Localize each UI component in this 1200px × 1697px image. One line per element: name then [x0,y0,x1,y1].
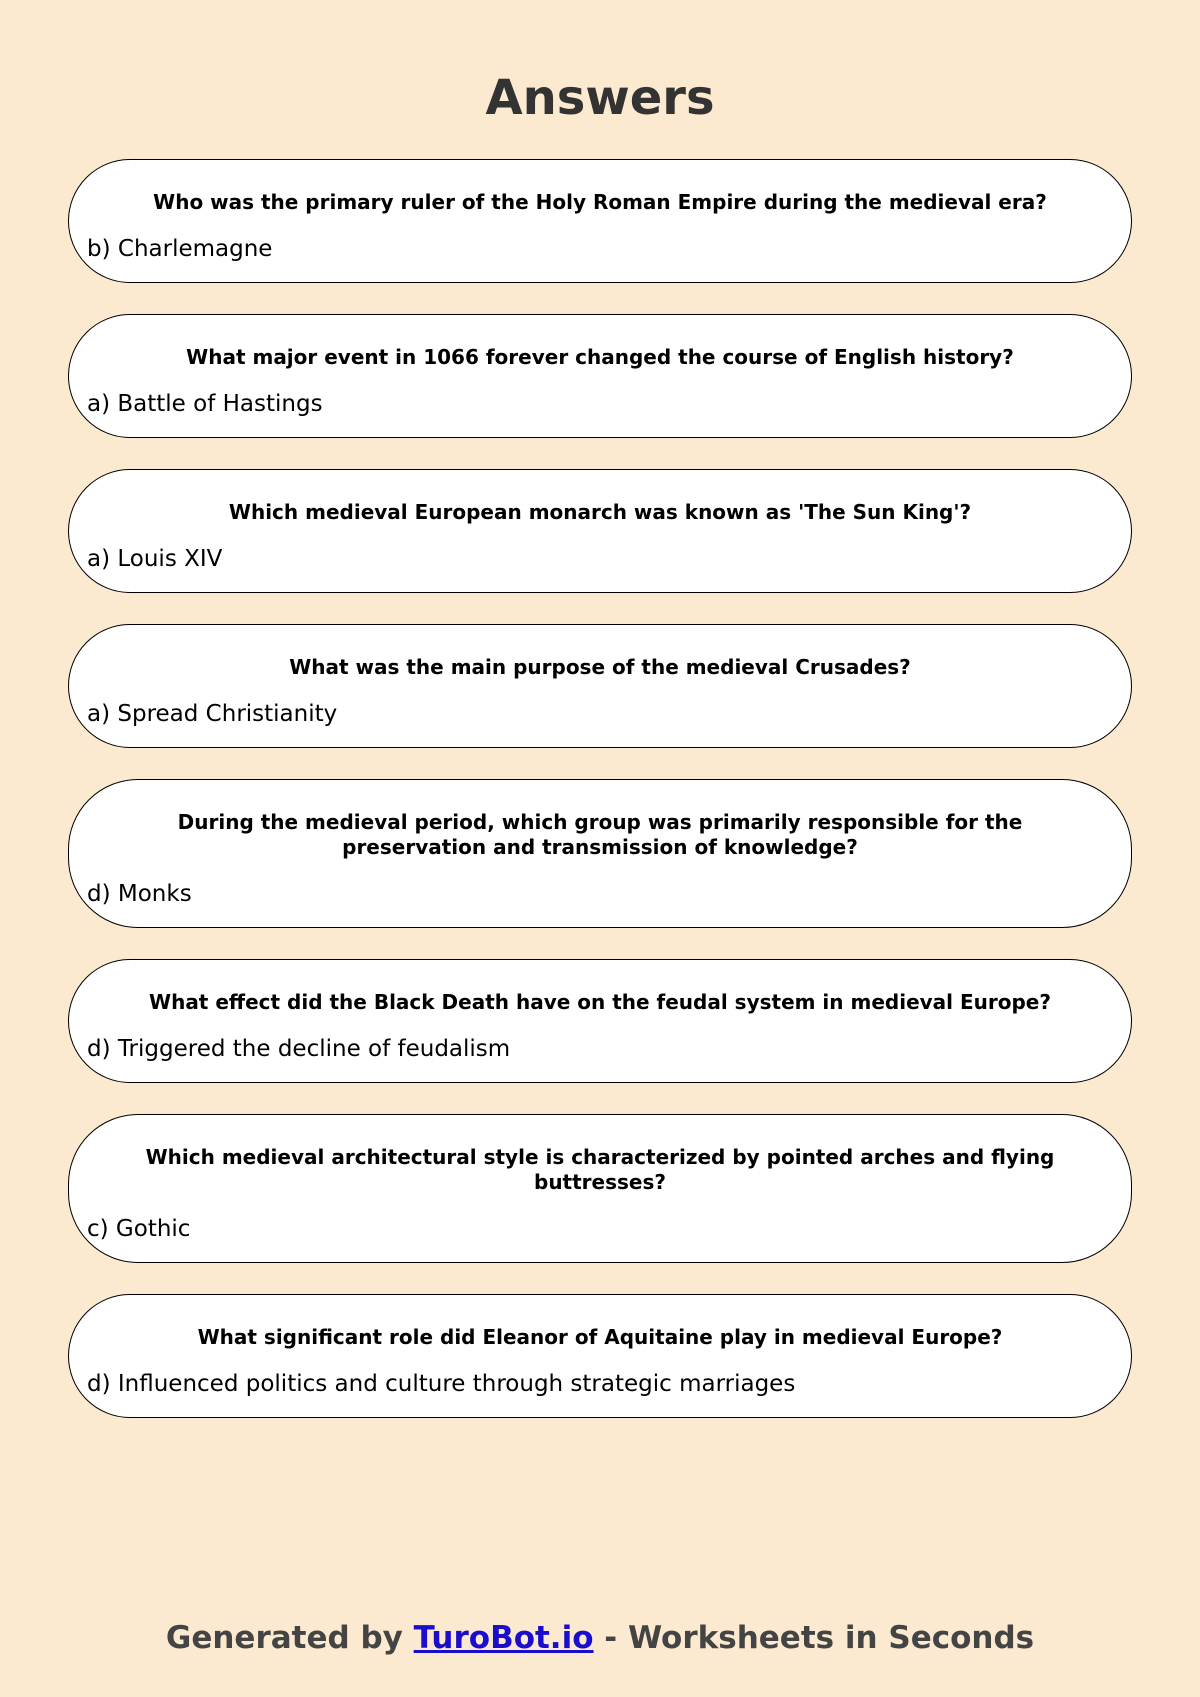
question-text: What effect did the Black Death have on the feudal system in medieval Europe? [149,990,1051,1014]
answer-text: c) Gothic [87,1216,191,1242]
answer-text: d) Monks [87,881,192,907]
answer-card [68,1294,1132,1418]
question-text: What significant role did Eleanor of Aquitaine play in medieval Europe? [197,1325,1003,1349]
page-title: Answers [485,70,715,126]
answer-text: b) Charlemagne [87,236,273,262]
answer-card [68,469,1132,593]
question-text: Which medieval European monarch was known as 'The Sun King'? [228,500,972,524]
answer-text: a) Louis XIV [87,546,223,572]
turobot-link[interactable]: TuroBot.io [413,1620,594,1656]
footer-prefix: Generated by [165,1620,414,1656]
footer-suffix: - Worksheets in Seconds [593,1620,1035,1656]
answer-text: a) Spread Christianity [87,701,338,727]
question-text: Who was the primary ruler of the Holy Roman Empire during the medieval era? [153,190,1047,214]
answer-text: a) Battle of Hastings [87,391,323,417]
question-text: During the medieval period, which group was primarily responsible for the preservation and transmission of knowledge? [177,810,1023,859]
footer [0,1618,1200,1658]
answer-card [68,624,1132,748]
question-text: What was the main purpose of the medieval Crusades? [289,655,911,679]
question-text: What major event in 1066 forever changed the course of English history? [186,345,1014,369]
answer-card [68,1114,1132,1263]
question-text: Which medieval architectural style is characterized by pointed arches and flying buttresses? [145,1145,1055,1194]
answer-card [68,779,1132,928]
answer-text: d) Triggered the decline of feudalism [87,1036,511,1062]
answer-text: d) Influenced politics and culture through strategic marriages [87,1371,796,1397]
answer-card [68,314,1132,438]
answer-card [68,159,1132,283]
answer-list [68,159,1132,1449]
answer-card [68,959,1132,1083]
